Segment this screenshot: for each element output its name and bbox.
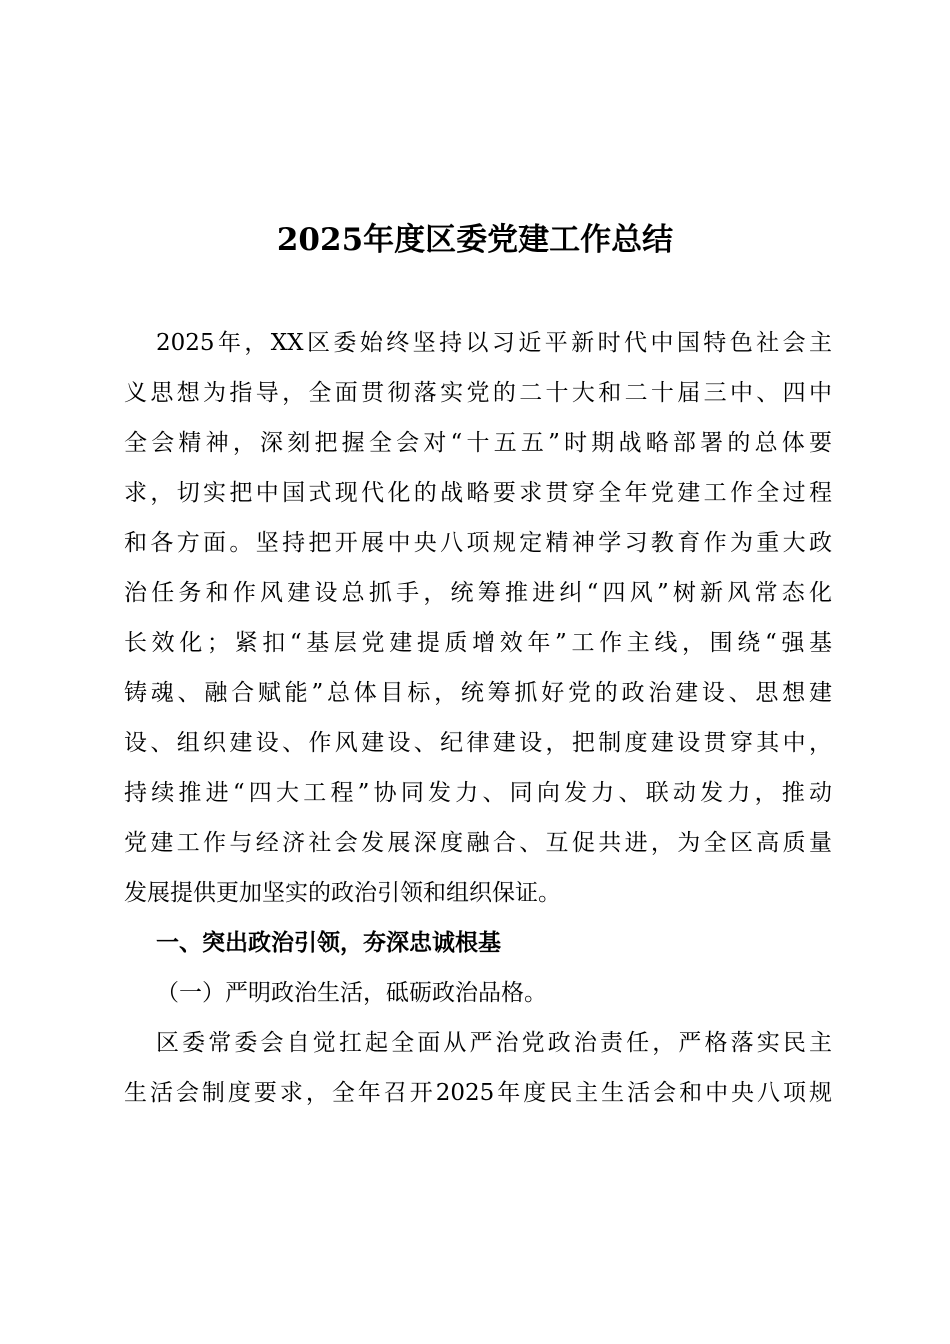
section-paragraph [124,1018,832,1118]
text-line: 义思想为指导，全面贯彻落实党的二十大和二十届三中、四中 [124,380,832,406]
text-line: 全会精神，深刻把握全会对“十五五”时期战略部署的总体要 [124,430,832,456]
text-line: 铸魂、融合赋能”总体目标，统筹抓好党的政治建设、思想建 [124,680,832,706]
document-title: 2025年度区委党建工作总结 [276,222,674,258]
document-body [124,318,832,1118]
text-line: 设、组织建设、作风建设、纪律建设，把制度建设贯穿其中， [124,730,832,756]
text-line: 和各方面。坚持把开展中央八项规定精神学习教育作为重大政 [124,530,832,556]
text-line: 2025年，XX区委始终坚持以习近平新时代中国特色社会主 [156,330,832,356]
section-heading: 一、突出政治引领，夯深忠诚根基 [156,930,501,956]
intro-paragraph [124,318,832,918]
text-line: 求，切实把中国式现代化的战略要求贯穿全年党建工作全过程 [124,480,832,506]
text-line: 生活会制度要求，全年召开2025年度民主生活会和中央八项规 [124,1080,832,1106]
text-line: 长效化；紧扣“基层党建提质增效年”工作主线，围绕“强基 [124,630,832,656]
text-line: 党建工作与经济社会发展深度融合、互促共进，为全区高质量 [124,830,832,856]
text-line: 持续推进“四大工程”协同发力、同向发力、联动发力，推动 [124,780,832,806]
text-line: 发展提供更加坚实的政治引领和组织保证。 [124,880,561,906]
text-line: 治任务和作风建设总抓手，统筹推进纠“四风”树新风常态化 [124,580,832,606]
subsection-heading: （一）严明政治生活，砥砺政治品格。 [156,980,547,1006]
text-line: 区委常委会自觉扛起全面从严治党政治责任，严格落实民主 [156,1030,832,1056]
